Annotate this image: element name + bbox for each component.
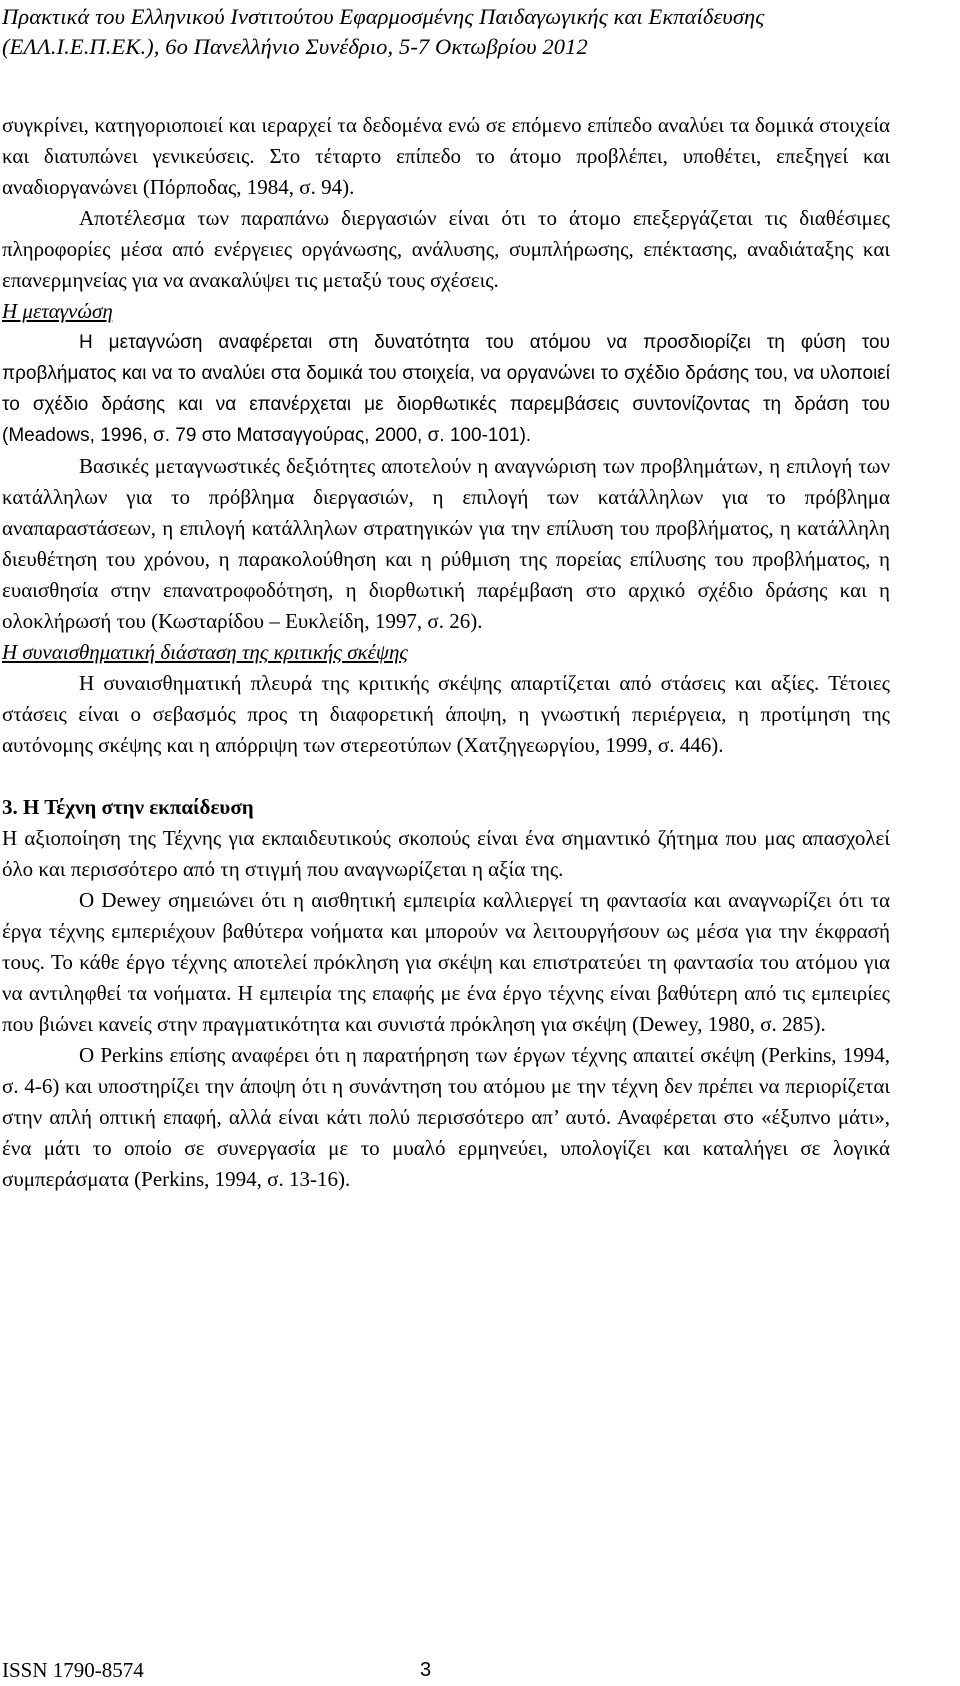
paragraph-4: Βασικές μεταγνωστικές δεξιότητες αποτελούν η αναγνώριση των προβλημάτων, η επιλογή των κατάλληλων για το πρόβλημα διεργασιών, η επιλογή των κατάλληλων για το πρόβλημα αναπαραστάσεων, η επιλογή κατάλληλων στρατηγικών για την επίλυση του προβλήματος, η κατάλληλη διευθέτηση του χρόνου, η παρακολούθηση και η ρύθμιση της πορείας επίλυσης του προβλήματος, η ευαισθησία στην επανατροφοδότηση, η διορθωτική παρέμβαση στο αρχικό σχέδιο δράσης και η ολοκλήρωσή του (Κωσταρίδου – Ευκλείδη, 1997, σ. 26).	[2, 454, 890, 633]
paragraph-1: συγκρίνει, κατηγοριοποιεί και ιεραρχεί τα δεδομένα ενώ σε επόμενο επίπεδο αναλύει τα δομικά στοιχεία και διατυπώνει γενικεύσεις. Στο τέταρτο επίπεδο το άτομο προβλέπει, υποθέτει, επεξηγεί και αναδιοργανώνει (Πόρποδας, 1984, σ. 94).	[2, 113, 890, 199]
emotional-dimension-title	[2, 637, 890, 668]
running-header	[2, 2, 942, 62]
emotional-dimension-title-text: Η συναισθηματική διάσταση της κριτικής σκέψης	[2, 640, 408, 664]
metacognition-title-text: Η μεταγνώση	[2, 299, 113, 323]
issn-label: ISSN 1790-8574	[2, 1658, 144, 1682]
paragraph-6: Η αξιοποίηση της Τέχνης για εκπαιδευτικούς σκοπούς είναι ένα σημαντικό ζήτημα που μας απασχολεί όλο και περισσότερο από τη στιγμή που αναγνωρίζεται η αξία της.	[2, 826, 890, 881]
section-heading: 3. Η Τέχνη στην εκπαίδευση	[2, 795, 254, 819]
paragraph-5: Η συναισθηματική πλευρά της κριτικής σκέψης απαρτίζεται από στάσεις και αξίες. Τέτοιες στάσεις είναι ο σεβασμός προς τη διαφορετική άποψη, η γνωστική περιέργεια, η προτίμηση της αυτόνομης σκέψης και η απόρριψη των στερεοτύπων (Χατζηγεωργίου, 1999, σ. 446).	[2, 671, 890, 757]
document-body	[2, 110, 890, 1195]
page-number: 3	[420, 1659, 432, 1681]
paragraph-7: Ο Dewey σημειώνει ότι η αισθητική εμπειρία καλλιεργεί τη φαντασία και αναγνωρίζει ότι τα έργα τέχνης εμπεριέχουν βαθύτερα νοήματα και μπορούν να λειτουργήσουν ως μέσα για την έκφρασή τους. Το κάθε έργο τέχνης αποτελεί πρόκληση για σκέψη και επιστρατεύει τη φαντασία του ατόμου για να αντιληφθεί τα νοήματα. Η εμπειρία της επαφής με ένα έργο τέχνης είναι βαθύτερη από τις εμπειρίες που βιώνει κανείς στην πραγματικότητα και συνιστά πρόκληση για σκέψη (Dewey, 1980, σ. 285).	[2, 888, 890, 1036]
header-line-2: (ΕΛΛ.Ι.Ε.Π.ΕΚ.), 6ο Πανελλήνιο Συνέδριο, 5-7 Οκτωβρίου 2012	[2, 34, 588, 59]
page-footer	[2, 1652, 942, 1684]
paragraph-2: Αποτέλεσμα των παραπάνω διεργασιών είναι ότι το άτομο επεξεργάζεται τις διαθέσιμες πληροφορίες μέσα από ενέργειες οργάνωσης, ανάλυσης, συμπλήρωσης, επέκτασης, αναδιάταξης και επανερμηνείας για να ανακαλύψει τις μεταξύ τους σχέσεις.	[2, 206, 890, 292]
metacognition-title	[2, 296, 890, 327]
paragraph-3: Η μεταγνώση αναφέρεται στη δυνατότητα του ατόμου να προσδιορίζει τη φύση του προβλήματος και να το αναλύει στα δομικά του στοιχεία, να οργανώνει το σχέδιο δράσης του, να υλοποιεί το σχέδιο δράσης και να επανέρχεται με διορθωτικές παρεμβάσεις συντονίζοντας τη δράση του (Meadows, 1996, σ. 79 στο Ματσαγγούρας, 2000, σ. 100-101).	[2, 332, 890, 446]
header-line-1: Πρακτικά του Ελληνικού Ινστιτούτου Εφαρμοσμένης Παιδαγωγικής και Εκπαίδευσης	[2, 4, 765, 29]
paragraph-8: Ο Perkins επίσης αναφέρει ότι η παρατήρηση των έργων τέχνης απαιτεί σκέψη (Perkins, 1994, σ. 4-6) και υποστηρίζει την άποψη ότι η συνάντηση του ατόμου με την τέχνη δεν πρέπει να περιορίζεται στην απλή οπτική επαφή, αλλά είναι κάτι πολύ περισσότερο απ’ αυτό. Αναφέρεται στο «έξυπνο μάτι», ένα μάτι το οποίο σε συνεργασία με το μυαλό ερμηνεύει, υπολογίζει και καταλήγει σε λογικά συμπεράσματα (Perkins, 1994, σ. 13-16).	[2, 1043, 890, 1191]
